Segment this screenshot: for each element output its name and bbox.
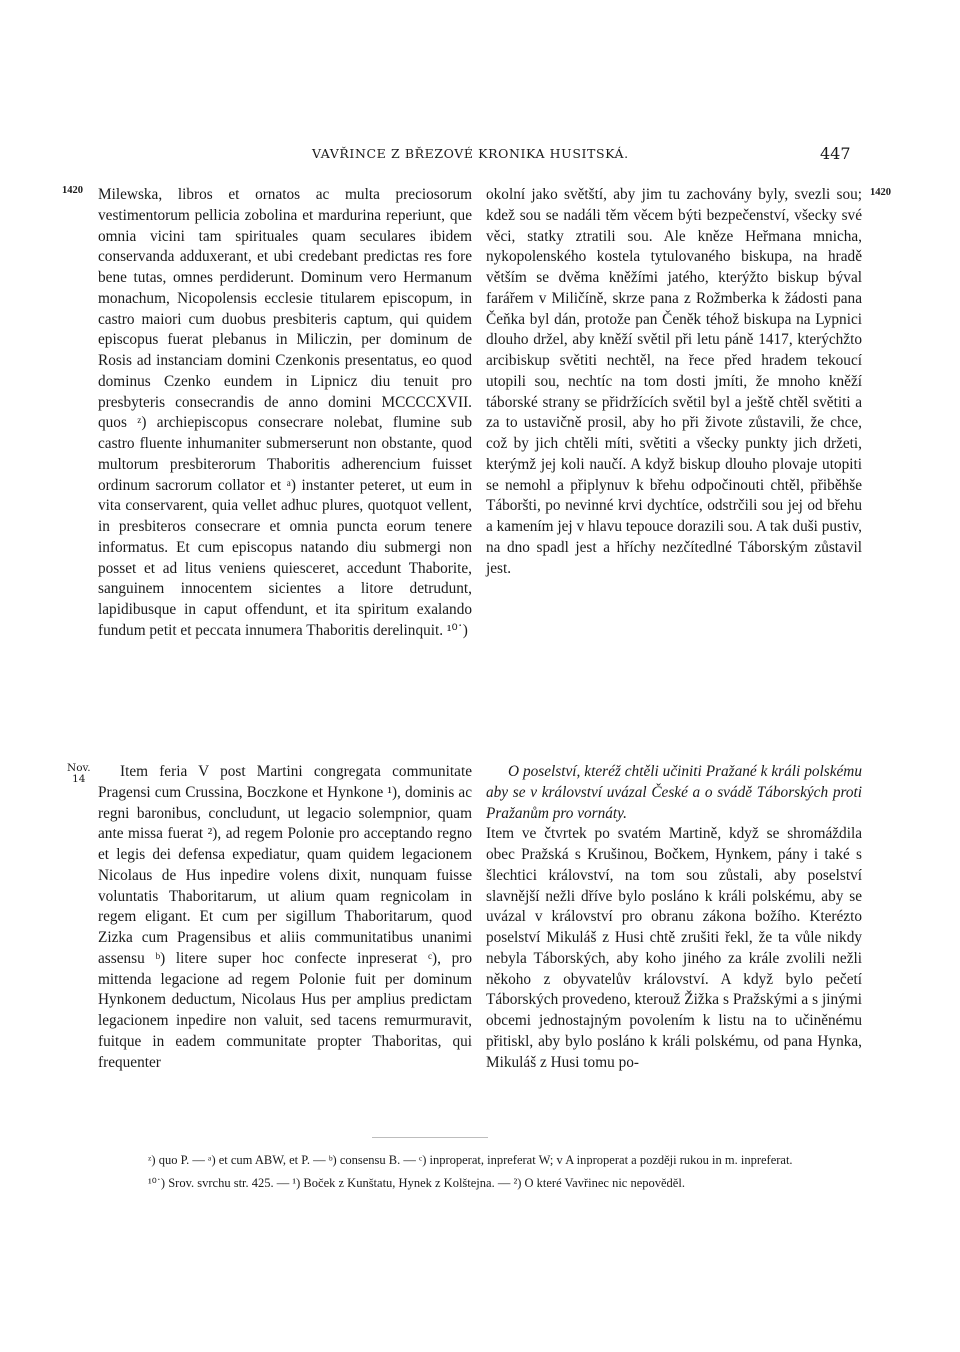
critical-apparatus: ᶻ) quo P. — ᵃ) et cum ABW, et P. — ᵇ) consensu B. — ᶜ) inproperat, inpreferat W; v A inproperat a později rukou in m. inpreferat. <box>148 1153 793 1167</box>
czech-paragraph-2: Item ve čtvrtek po svatém Martině, když se shromáždila obec Pražská s Krušinou, Bočkem, Hynkem, pány i také s šlechtici království, na tom sou zůstali, aby poselství slavnější nežli dříve bylo posláno k králi polskému, aby se uvázal v království pro obranu zákona božího. Kterézto poselství Mikuláš z Husi chtě zrušiti řekl, že ta vůle nikdy nebyla Táborských, aby koho jiného za krále zvolili nežli někoho z obyvatelův království. A když bylo pečetí Táborských provedeno, kterouž Žižka s Pražskými a s jinými obcemi jednostajným povolením k listu na to učiněnému přitiskl, aby bylo posláno k králi polskému, od pana Hynka, Mikuláš z Husi tomu po- <box>486 825 862 1071</box>
czech-section-heading: O poselství, kteréž chtěli učiniti Pražané k králi polskému aby se v království uvázal České a o svádě Táborských proti Pražanům pro vornáty. <box>486 763 862 822</box>
latin-text-block-2 <box>98 762 472 1073</box>
page-number: 447 <box>820 144 851 163</box>
footnotes <box>98 1152 862 1192</box>
footnote-divider <box>372 1137 488 1138</box>
margin-year-left: 1420 <box>62 185 83 196</box>
running-title: VAVŘINCE Z BŘEZOVÉ KRONIKA HUSITSKÁ. <box>312 146 629 161</box>
page-header <box>0 146 960 168</box>
margin-year-right: 1420 <box>870 187 891 198</box>
latin-paragraph-2: Item feria V post Martini congregata communitate Pragensi cum Crussina, Boczkone et Hynkone ¹), dominis ac regni baronibus, concludunt, ut legacio solempnior, quam ante missa fuerat ²), ad regem Polonie pro acceptando regno et legis dei defensa expediatur, quam quidem legacionem Nicolaus de Hus inpedire volens dixit, nunquam fuisse voluntatis Thaboritarum, ut alium quam regnicolam in regem eligant. Et cum per sigillum Thaboritarum, quod Zizka cum Pragensibus et aliis communitatibus unanimi assensu ᵇ) litere super hoc confecte inpreserat ᶜ), pro mittenda legacione ad regem Polonie fuit per dominum Hynkonem deductum, Nicolaus Hus per amplius predictam legacionem inpedire non valuit, sed tacens remurmuravit, fuitque in eadem communitate propter Thaboritas, qui frequenter <box>98 763 472 1071</box>
latin-paragraph-1: Milewska, libros et ornatos ac multa preciosorum vestimentorum pellicia zobolina et mardurina reperiunt, que omnia vicini tam spirituales quam seculares ibidem conservanda adduxerant, et ubi credebant predictas res fore bene tutas, omnes perdiderunt. Dominum vero Hermanum monachum, Nicopolensis ecclesie titularem episcopum, in castro maiori cum duobus presbiteris captum, qui quidem episcopus fuerat plebanus in Miliczin, per dominum de Rosis ad instanciam domini Czenkonis presentatus, eo quod dominus Czenko eundem in Lipnicz diu tenuit pro presbyteris consecrandis de anno domini MCCCCXVII. quos ᶻ) archiepiscopus consecrare nolebat, flumine sub castro fluente inhumaniter submerserunt non obstante, quod multorum presbiterorum Thaboritis adherencium fuisset ordinum sacrorum collator et ᵃ) instanter peteret, ut eum in vita conservarent, quia vellet adhuc plures, quotquot vellent, in presbiteros consecrare et omnia puncta eorum tenere informatus. Et cum episcopus natando diu submergi non posset et ad litus veniens quiesceret, accedunt Thaborite, sanguinem innocentem sicientes a litore detrudunt, lapidibusque in caput offendunt, et ita spiritum exalando fundum petit et peccata innumera Thaboritis derelinquit. ¹⁰˙) <box>98 186 472 639</box>
czech-text-block-2 <box>486 762 862 1073</box>
czech-text-block-1 <box>486 185 862 579</box>
margin-date-note: Nov. 14 <box>67 762 91 785</box>
czech-paragraph-1: okolní jako světští, aby jim tu zachovány byly, svezli sou; kdež sou se nadáli těm věcem býti bezpečenství, všecky své věci, statky ztratili sou. Ale kněze Heřmana mnicha, nykopolenského kostela tytulovaného biskupa, na hradě větším se dvěma kněžími jatého, kterýžto biskup býval farářem v Miličíně, skrze pana z Rožmberka k žádosti pana Čeňka byl dán, protože pan Čeněk téhož biskupa na Lypnici dlouho držel, aby kněží světil při letu páně 1417, kterýchžto arcibiskup světiti nechtěl, na řece před hradem tekoucí utopili sou, nechtíc na tom dosti jmíti, že mnoho kněží táborské strany se přidržících světil byl a ještě chtěl světiti a za to ustavičně prosil, aby ho při živote zůstavili, že chce, což by jich chtěli míti, světiti a všecky punkty jich držeti, kterýmž jej koli naučí. A když biskup dlouho plovaje utopiti se nemohl a připlynuv k břehu odpočinouti chtěl, přiběhše Táboršti, po nevinné krvi dychtíce, odstrčili sou jej od břehu a kamením jej v hlavu tepouce dorazili sou. A tak duši pustiv, na dno spadl jest a hříchy nezčítedlné Táborským zůstavil jest. <box>486 186 862 577</box>
latin-text-block-1 <box>98 185 472 642</box>
explanatory-notes: ¹⁰˙) Srov. svrchu str. 425. — ¹) Boček z Kunštatu, Hynek z Kolštejna. — ²) O které Vavřinec nic nepověděl. <box>148 1175 685 1190</box>
